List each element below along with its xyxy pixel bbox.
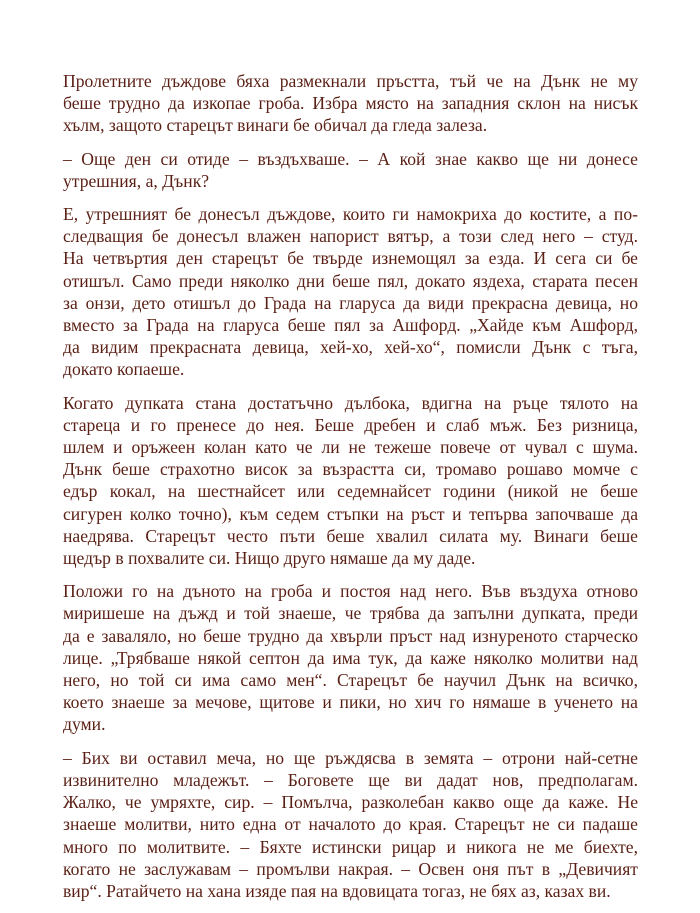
paragraph-4 — [63, 392, 638, 570]
text-line: вместо за Града на глaруса беше пял за Ашфорд. „Хайде към Ашфорд, — [63, 315, 638, 336]
paragraph-3 — [63, 203, 638, 381]
text-line: когато не заслужавам – промълви накрая. – Освен оня път в „Девичият — [63, 858, 638, 879]
text-line: извинително младежът. – Боговете ще ви дадат нов, предполагам. — [63, 769, 638, 790]
text-line: да е заваляло, но беше трудно да хвърли пръст над изнуреното старческо — [63, 625, 638, 646]
text-line: което знаеше за мечове, щитове и пики, но хич го нямаше в ученето на — [63, 692, 638, 713]
text-line: Когато дупката стана достатъчно дълбока, вдигна на ръце тялото на — [63, 392, 638, 413]
text-line: него, но той си има само мен“. Старецът бе научил Дънк на всичко, — [63, 670, 638, 691]
text-line: – Бих ви оставил меча, но ще ръждясва в земята – отрони най-сетне — [63, 747, 638, 768]
text-line: лице. „Трябваше някой септон да има тук, да каже няколко молитви над — [63, 647, 638, 668]
text-line: думи. — [63, 714, 106, 735]
paragraph-1 — [63, 70, 638, 137]
text-line: за онзи, дето отишъл до Града на глaруса да види прекрасна девица, но — [63, 292, 638, 313]
text-line: Дънк беше страхотно висок за възрастта си, тромаво рошаво момче с — [63, 459, 638, 480]
text-line: – Още ден си отиде – въздъхваше. – А кой знае какво ще ни донесе — [63, 148, 638, 169]
text-line: вир“. Ратайчето на хана изяде пая на вдовицата тогаз, не бях аз, казах ви. — [63, 880, 611, 901]
paragraph-2 — [63, 148, 638, 192]
text-line: шлем и оръжеен колан като че ли не тежеше повече от чувал с шума. — [63, 437, 638, 458]
text-line: Положи го на дъното на гроба и постоя над него. Във въздуха отново — [63, 581, 638, 602]
text-line: Е, утрешният бе донесъл дъждове, които ги намокриха до костите, а по- — [63, 204, 638, 225]
text-line: едър кокал, на шестнайсет или седемнайсет години (никой не беше — [63, 481, 638, 502]
text-line: беше трудно да изкопае гроба. Избра място на западния склон на нисък — [63, 93, 638, 114]
text-line: докато копаеше. — [63, 359, 185, 380]
text-line: знаеше молитви, нито една от началото до края. Старецът не си падаше — [63, 814, 638, 835]
text-line: много по молитвите. – Бяхте истински рицар и никога не ме биехте, — [63, 836, 638, 857]
text-line: стареца и го пренесе до нея. Беше дребен и слаб мъж. Без ризница, — [63, 414, 638, 435]
text-line: миришеше на дъжд и той знаеше, че трябва да запълни дупката, преди — [63, 603, 638, 624]
text-line: На четвъртия ден старецът бе твърде изнемощял за езда. И сега си бе — [63, 248, 638, 269]
text-line: отишъл. Само преди няколко дни беше пял, докато яздеха, старата песен — [63, 270, 638, 291]
text-line: утрешния, а, Дънк? — [63, 170, 210, 191]
text-line: Жалко, че умряхте, сир. – Помълча, разколебан какво още да каже. Не — [63, 792, 638, 813]
paragraph-6 — [63, 747, 638, 902]
text-line: хълм, защото старецът винаги бе обичал да гледа залеза. — [63, 115, 488, 136]
text-line: сигурен колко точно), към седем стъпки на ръст и тепърва започваше да — [63, 503, 638, 524]
paragraph-5 — [63, 580, 638, 735]
text-line: Пролетните дъждове бяха размекнали пръстта, тъй че на Дънк не му — [63, 71, 638, 91]
document-page — [63, 70, 638, 913]
text-line: следващия бе донесъл влажен напорист вятър, а този след него – студ. — [63, 226, 638, 247]
text-line: наедрява. Старецът често пъти беше хвалил силата му. Винаги беше — [63, 525, 638, 546]
text-line: да видим прекрасната девица, хей-хо, хей-хо“, помисли Дънк с тъга, — [63, 337, 638, 358]
text-line: щедър в похвалите си. Нищо друго нямаше да му даде. — [63, 548, 476, 569]
